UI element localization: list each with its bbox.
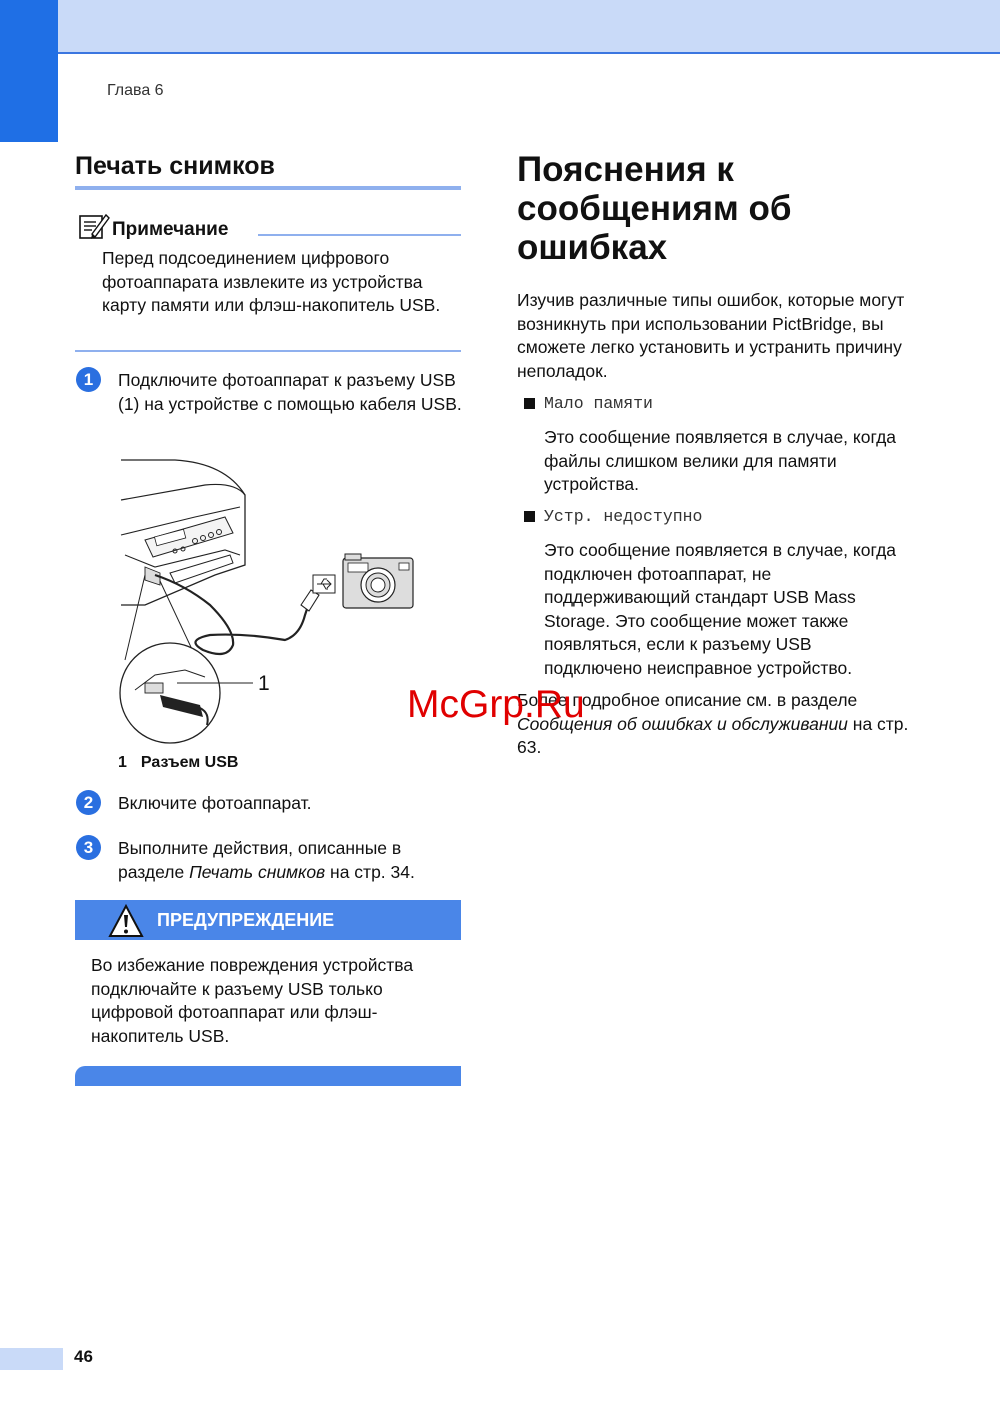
caption-number: 1 <box>118 754 127 771</box>
bullet-icon <box>524 398 535 409</box>
error-message-1: Мало памяти <box>544 394 653 413</box>
watermark: McGrp.Ru <box>407 683 585 726</box>
note-bottom-rule <box>75 350 461 352</box>
page-number: 46 <box>74 1347 93 1366</box>
bullet-icon <box>524 511 535 522</box>
more-info-reference[interactable]: Сообщения об ошибках и обслуживании <box>517 713 848 734</box>
warning-bottom-bar <box>75 1066 461 1086</box>
heading-rule <box>75 186 461 190</box>
step-3-text: Выполните действия, описанные в разделе <box>118 838 402 882</box>
error-description-2: Это сообщение появляется в случае, когда подключен фотоаппарат, не поддерживающий стандарт USB Mass Storage. Это сообщение может также появляться, если к разъему USB подключено неисправное устройство. <box>544 540 897 678</box>
step-3-page-ref: на стр. 34. <box>325 861 415 882</box>
step-text-3 <box>118 837 463 884</box>
step-number-3: 3 <box>76 835 101 860</box>
section-heading: Печать снимков <box>75 152 275 180</box>
error-description-1: Это сообщение появляется в случае, когда файлы слишком велики для памяти устройства. <box>544 427 897 494</box>
step-text-2: Включите фотоаппарат. <box>118 793 312 813</box>
warning-text: Во избежание повреждения устройства подключайте к разъему USB только цифровой фотоаппарат или флэш-накопитель USB. <box>91 955 414 1046</box>
chapter-tab <box>0 0 58 142</box>
step-3-reference[interactable]: Печать снимков <box>189 861 326 882</box>
caption-label: Разъем USB <box>140 754 239 771</box>
step-number-2: 2 <box>76 790 101 815</box>
step-text-1: Подключите фотоаппарат к разъему USB (1) на устройстве с помощью кабеля USB. <box>118 370 462 414</box>
note-text: Перед подсоединением цифрового фотоаппарата извлеките из устройства карту памяти или флэш-накопитель USB. <box>102 248 441 315</box>
note-title: Примечание <box>112 219 229 240</box>
figure-callout: 1 <box>258 672 270 695</box>
more-info-lead: Более подробное описание см. в разделе <box>517 690 858 710</box>
chapter-label: Глава 6 <box>107 82 164 99</box>
warning-icon <box>108 904 144 943</box>
note-line <box>258 234 461 236</box>
section-heading-errors: Пояснения к сообщениям об ошибках <box>517 150 792 267</box>
more-info-page-ref: на стр. 63. <box>517 713 909 757</box>
step-number-1: 1 <box>76 367 101 392</box>
top-band <box>0 0 1000 54</box>
note-icon <box>78 212 110 247</box>
footer-band <box>0 1348 63 1370</box>
warning-title: ПРЕДУПРЕЖДЕНИЕ <box>157 910 335 930</box>
error-message-2: Устр. недоступно <box>544 507 703 526</box>
intro-text: Изучив различные типы ошибок, которые могут возникнуть при использовании PictBridge, вы сможете легко установить и устранить причину неполадок. <box>517 290 905 381</box>
usb-connection-illustration <box>115 455 425 750</box>
figure-caption <box>118 754 238 772</box>
